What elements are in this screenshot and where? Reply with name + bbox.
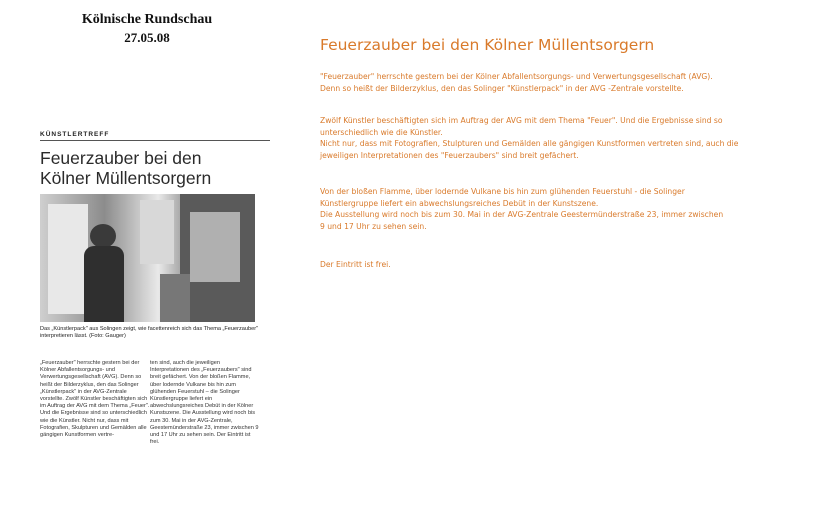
article-line: jeweiligen Interpretationen des "Feuerzaubers" sind breit gefächert. [320,150,579,160]
clipping-headline-line1: Feuerzauber bei den [40,148,202,168]
article-line: Denn so heißt der Bilderzyklus, den das Solinger "Künstlerpack" in der AVG -Zentrale vorstellte. [320,83,684,93]
clipping-headline [40,148,280,188]
clipping-headline-line2: Kölner Müllentsorgern [40,168,212,188]
article-paragraph-4 [320,259,812,271]
article-line: 9 und 17 Uhr zu sehen sein. [320,221,427,231]
article-line: Zwölf Künstler beschäftigten sich im Auftrag der AVG mit dem Thema "Feuer". Und die Ergebnisse sind so [320,116,723,125]
article-line: Nicht nur, dass mit Fotografien, Stulpturen und Gemälden alle gängigen Kunstformen vertreten sind, auch die [320,139,739,148]
clipping-photo [40,194,255,322]
article-line: Die Ausstellung wird noch bis zum 30. Mai in der AVG-Zentrale Geestermünderstraße 23, immer zwischen [320,210,724,219]
newspaper-name: Kölnische Rundschau [81,12,213,27]
article-paragraph-3 [320,186,812,232]
clipping-column-1: „Feuerzauber" herrschte gestern bei der Kölner Abfallentsorgungs- und Verwertungsgesellschaft (AVG). Denn so heißt der Bilderzyklus, den das Solinger „Künstlerpack" in der AVG-Zentrale vorstellte. Zwölf Künstler beschäftigten sich im Auftrag der AVG mit dem Thema „Feuer". Und die Ergebnisse sind so unterschiedlich wie die Künstler. Nicht nur, dass mit Fotografien, Skulpturen und Gemälden alle gängigen Kunstformen vertre- [40,360,150,439]
article-line: "Feuerzauber" herrschte gestern bei der Kölner Abfallentsorgungs- und Verwertungsgesellschaft (AVG). [320,72,713,81]
article-line: Der Eintritt ist frei. [320,260,391,269]
clipping-column-2: ten sind, auch die jeweiligen Interpretationen des „Feuerzaubers" sind breit gefächert. Von der bloßen Flamme, über lodernde Vulkane bis hin zum glühenden Feuerstuhl – die Solinger Künstlergruppe liefert ein abwechslungsreiches Debüt in der Kölner Kunstszene. Die Ausstellung wird noch bis zum 30. Mai in der AVG-Zentrale, Geestemünderstraße 23, immer zwischen 9 und 17 Uhr zu sehen sein. Der Eintritt ist frei. [150,360,259,446]
clipping-date: 27.05.08 [124,30,170,45]
article-line: Künstlergruppe liefert ein abwechslungsreiches Debüt in der Kunstszene. [320,198,599,208]
article-title: Feuerzauber bei den Kölner Müllentsorgern [320,36,655,54]
newspaper-clipping [0,0,290,519]
article-line: unterschiedlich wie die Künstler. [320,127,443,137]
article-line: Von der bloßen Flamme, über lodernde Vulkane bis hin zum glühenden Feuerstuhl - die Solinger [320,187,685,196]
clipping-rubric: KÜNSTLERTREFF [40,131,110,138]
article-paragraph-2 [320,115,812,161]
article-paragraph-1 [320,71,812,94]
clipping-caption: Das „Künstlerpack" aus Solingen zeigt, wie facettenreich sich das Thema „Feuerzauber" interpretieren lässt. (Foto: Gauger) [40,326,259,340]
rubric-divider [40,140,270,141]
